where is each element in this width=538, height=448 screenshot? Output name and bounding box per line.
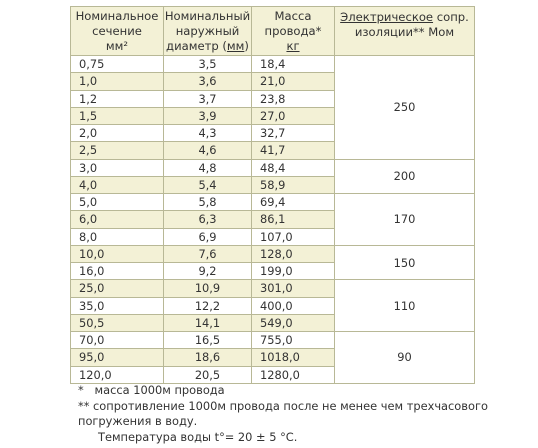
cell-section: 1,5 <box>71 107 164 124</box>
header-diameter-line3 <box>164 39 251 54</box>
cell-diameter: 14,1 <box>164 314 252 331</box>
cell-mass: 18,4 <box>252 56 335 73</box>
footnote-resistance: ** сопротивление 1000м провода после не менее чем трехчасового <box>78 398 488 413</box>
table-row <box>71 280 475 297</box>
cell-section: 25,0 <box>71 280 164 297</box>
header-diameter-line1: Номинальный <box>164 8 251 23</box>
cell-insulation: 110 <box>335 280 475 332</box>
cell-section: 50,5 <box>71 314 164 331</box>
cell-section: 5,0 <box>71 194 164 211</box>
cell-diameter: 6,3 <box>164 211 252 228</box>
cell-diameter: 12,2 <box>164 297 252 314</box>
cell-section: 35,0 <box>71 297 164 314</box>
cell-section: 95,0 <box>71 349 164 366</box>
header-mass-unit: кг <box>286 38 300 53</box>
cell-diameter: 4,6 <box>164 142 252 159</box>
table-row <box>71 56 475 73</box>
cell-diameter: 18,6 <box>164 349 252 366</box>
cell-section: 3,0 <box>71 159 164 176</box>
cell-mass: 301,0 <box>252 280 335 297</box>
cell-diameter: 5,4 <box>164 176 252 193</box>
cell-mass: 41,7 <box>252 142 335 159</box>
cell-mass: 58,9 <box>252 176 335 193</box>
footnote-mass: * масса 1000м провода <box>78 383 225 397</box>
cell-diameter: 9,2 <box>164 263 252 280</box>
cell-diameter: 7,6 <box>164 245 252 262</box>
header-section-line1: Номинальное <box>75 8 159 23</box>
cell-mass: 1280,0 <box>252 366 335 383</box>
cell-mass: 107,0 <box>252 228 335 245</box>
header-insulation-suffix: сопр. <box>433 10 469 24</box>
cell-mass: 86,1 <box>252 211 335 228</box>
cell-diameter: 10,9 <box>164 280 252 297</box>
cell-mass: 1018,0 <box>252 349 335 366</box>
cell-section: 2,0 <box>71 125 164 142</box>
header-insulation-line2: изоляции** Мом <box>354 25 455 39</box>
table-body <box>71 56 475 384</box>
header-insulation-line1 <box>335 10 474 25</box>
cell-section: 0,75 <box>71 56 164 73</box>
table-row <box>71 159 475 176</box>
cell-diameter: 3,7 <box>164 90 252 107</box>
cell-diameter: 3,5 <box>164 56 252 73</box>
header-section-unit: мм² <box>105 38 129 53</box>
cell-section: 1,0 <box>71 73 164 90</box>
cell-mass: 128,0 <box>252 245 335 262</box>
header-diameter-line2: наружный <box>175 23 240 38</box>
cell-diameter: 4,8 <box>164 159 252 176</box>
table-row <box>71 194 475 211</box>
cell-mass: 23,8 <box>252 90 335 107</box>
cell-section: 1,2 <box>71 90 164 107</box>
cell-insulation: 170 <box>335 194 475 246</box>
cell-mass: 199,0 <box>252 263 335 280</box>
header-insulation <box>335 7 475 56</box>
header-diameter-unit: мм <box>226 38 245 53</box>
cell-mass: 549,0 <box>252 314 335 331</box>
header-section-line2: сечение <box>92 23 142 38</box>
cell-diameter: 3,9 <box>164 107 252 124</box>
table-row <box>71 332 475 349</box>
footnote-resistance-cont: погружения в воду. <box>78 414 198 428</box>
cell-section: 6,0 <box>71 211 164 228</box>
cell-section: 2,5 <box>71 142 164 159</box>
header-diameter-pre: диаметр ( <box>166 38 227 53</box>
cell-mass: 48,4 <box>252 159 335 176</box>
header-mass-line1: Масса <box>274 8 312 23</box>
header-section <box>71 7 164 56</box>
cell-diameter: 16,5 <box>164 332 252 349</box>
cell-insulation: 250 <box>335 56 475 160</box>
cell-diameter: 20,5 <box>164 366 252 383</box>
cell-insulation: 150 <box>335 245 475 280</box>
cell-diameter: 3,6 <box>164 73 252 90</box>
header-insulation-word: Электрическое <box>340 10 434 24</box>
table-row <box>71 245 475 262</box>
cell-section: 120,0 <box>71 366 164 383</box>
cell-section: 10,0 <box>71 245 164 262</box>
cell-section: 16,0 <box>71 263 164 280</box>
cell-mass: 400,0 <box>252 297 335 314</box>
cell-mass: 21,0 <box>252 73 335 90</box>
cell-diameter: 6,9 <box>164 228 252 245</box>
cable-spec-table <box>70 6 475 384</box>
footnote-temperature: Температура воды t°= 20 ± 5 °С. <box>98 429 298 444</box>
header-mass <box>252 7 335 56</box>
cell-diameter: 5,8 <box>164 194 252 211</box>
header-diameter-post: ) <box>244 38 249 53</box>
cell-section: 70,0 <box>71 332 164 349</box>
cell-mass: 27,0 <box>252 107 335 124</box>
header-diameter <box>164 7 252 56</box>
footnotes <box>78 383 518 445</box>
header-mass-line2: провода* <box>264 23 322 38</box>
cell-mass: 755,0 <box>252 332 335 349</box>
cell-insulation: 90 <box>335 332 475 384</box>
cell-diameter: 4,3 <box>164 125 252 142</box>
cell-section: 8,0 <box>71 228 164 245</box>
cell-mass: 69,4 <box>252 194 335 211</box>
cell-mass: 32,7 <box>252 125 335 142</box>
cell-section: 4,0 <box>71 176 164 193</box>
cell-insulation: 200 <box>335 159 475 194</box>
header-row <box>71 7 475 56</box>
